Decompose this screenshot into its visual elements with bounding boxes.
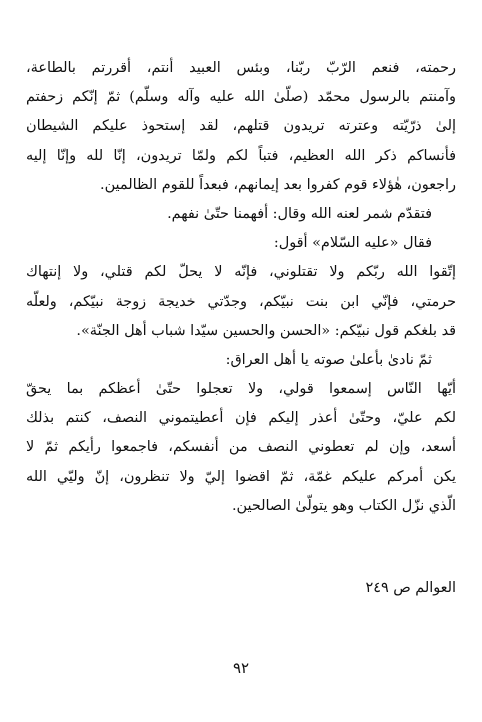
text-line: فأنساكم ذكر الله العظيم، فتباً لكم ولمّا تريدون، إنّا لله وإنّا إليه [26,147,456,164]
text-line: حرمتي، فإنّي ابن بنت نبيّكم، وجدّتي خديجة زوجة نبيّكم، ولعلّه [26,293,456,310]
text-line: قد بلغكم قول نبيّكم: «الحسن والحسين سيّدا شباب أهل الجنّة». [76,322,456,339]
text-line: لكم عليّ، وحتّىٰ أعذر إليكم فإن أعطيتموني النصف، كنتم بذلك [26,410,456,427]
document-body [26,54,456,521]
text-line: فقال «عليه السّلام» أقول: [273,235,432,252]
page-number: ٩٢ [232,659,250,677]
source-citation: العوالم ص ٢٤٩ [365,580,456,596]
text-line: راجعون، هٰؤلاء قوم كفروا بعد إيمانهم، فبعداً للقوم الظالمين. [100,176,456,193]
text-line: أسعد، وإن لم تعطوني النصف من أنفسكم، فاجمعوا رأيكم ثمّ لا [26,439,456,456]
text-line: ثمّ نادىٰ بأعلىٰ صوته يا أهل العراق: [225,351,432,368]
text-line: رحمته، فنعم الرّبّ ربّنا، وبئس العبيد أنتم، أقررتم بالطاعة، [26,60,456,76]
text-line: إتّقوا الله ربّكم ولا تقتلوني، فإنّه لا يحلّ لكم قتلي، ولا إنتهاك [26,264,456,281]
text-line: يكن أمركم عليكم غمّة، ثمّ اقضوا إليّ ولا تنظرون، إنّ وليّي الله [26,468,456,485]
text-line: الّذي نزّل الكتاب وهو يتولّىٰ الصالحين. [231,497,456,514]
text-line: إلىٰ ذرّيّته وعترته تريدون قتلهم، لقد إستحوذ عليكم الشيطان [26,118,456,135]
text-line: وآمنتم بالرسول محمّد (صلّىٰ الله عليه وآله وسلّم) ثمّ إنّكم زحفتم [26,89,456,106]
text-line: أيّها النّاس إسمعوا قولي، ولا تعجلوا حتّىٰ أعظكم بما يحقّ [26,381,456,398]
text-line: فتقدّم شمر لعنه الله وقال: أفهمنا حتّىٰ نفهم. [167,205,432,222]
